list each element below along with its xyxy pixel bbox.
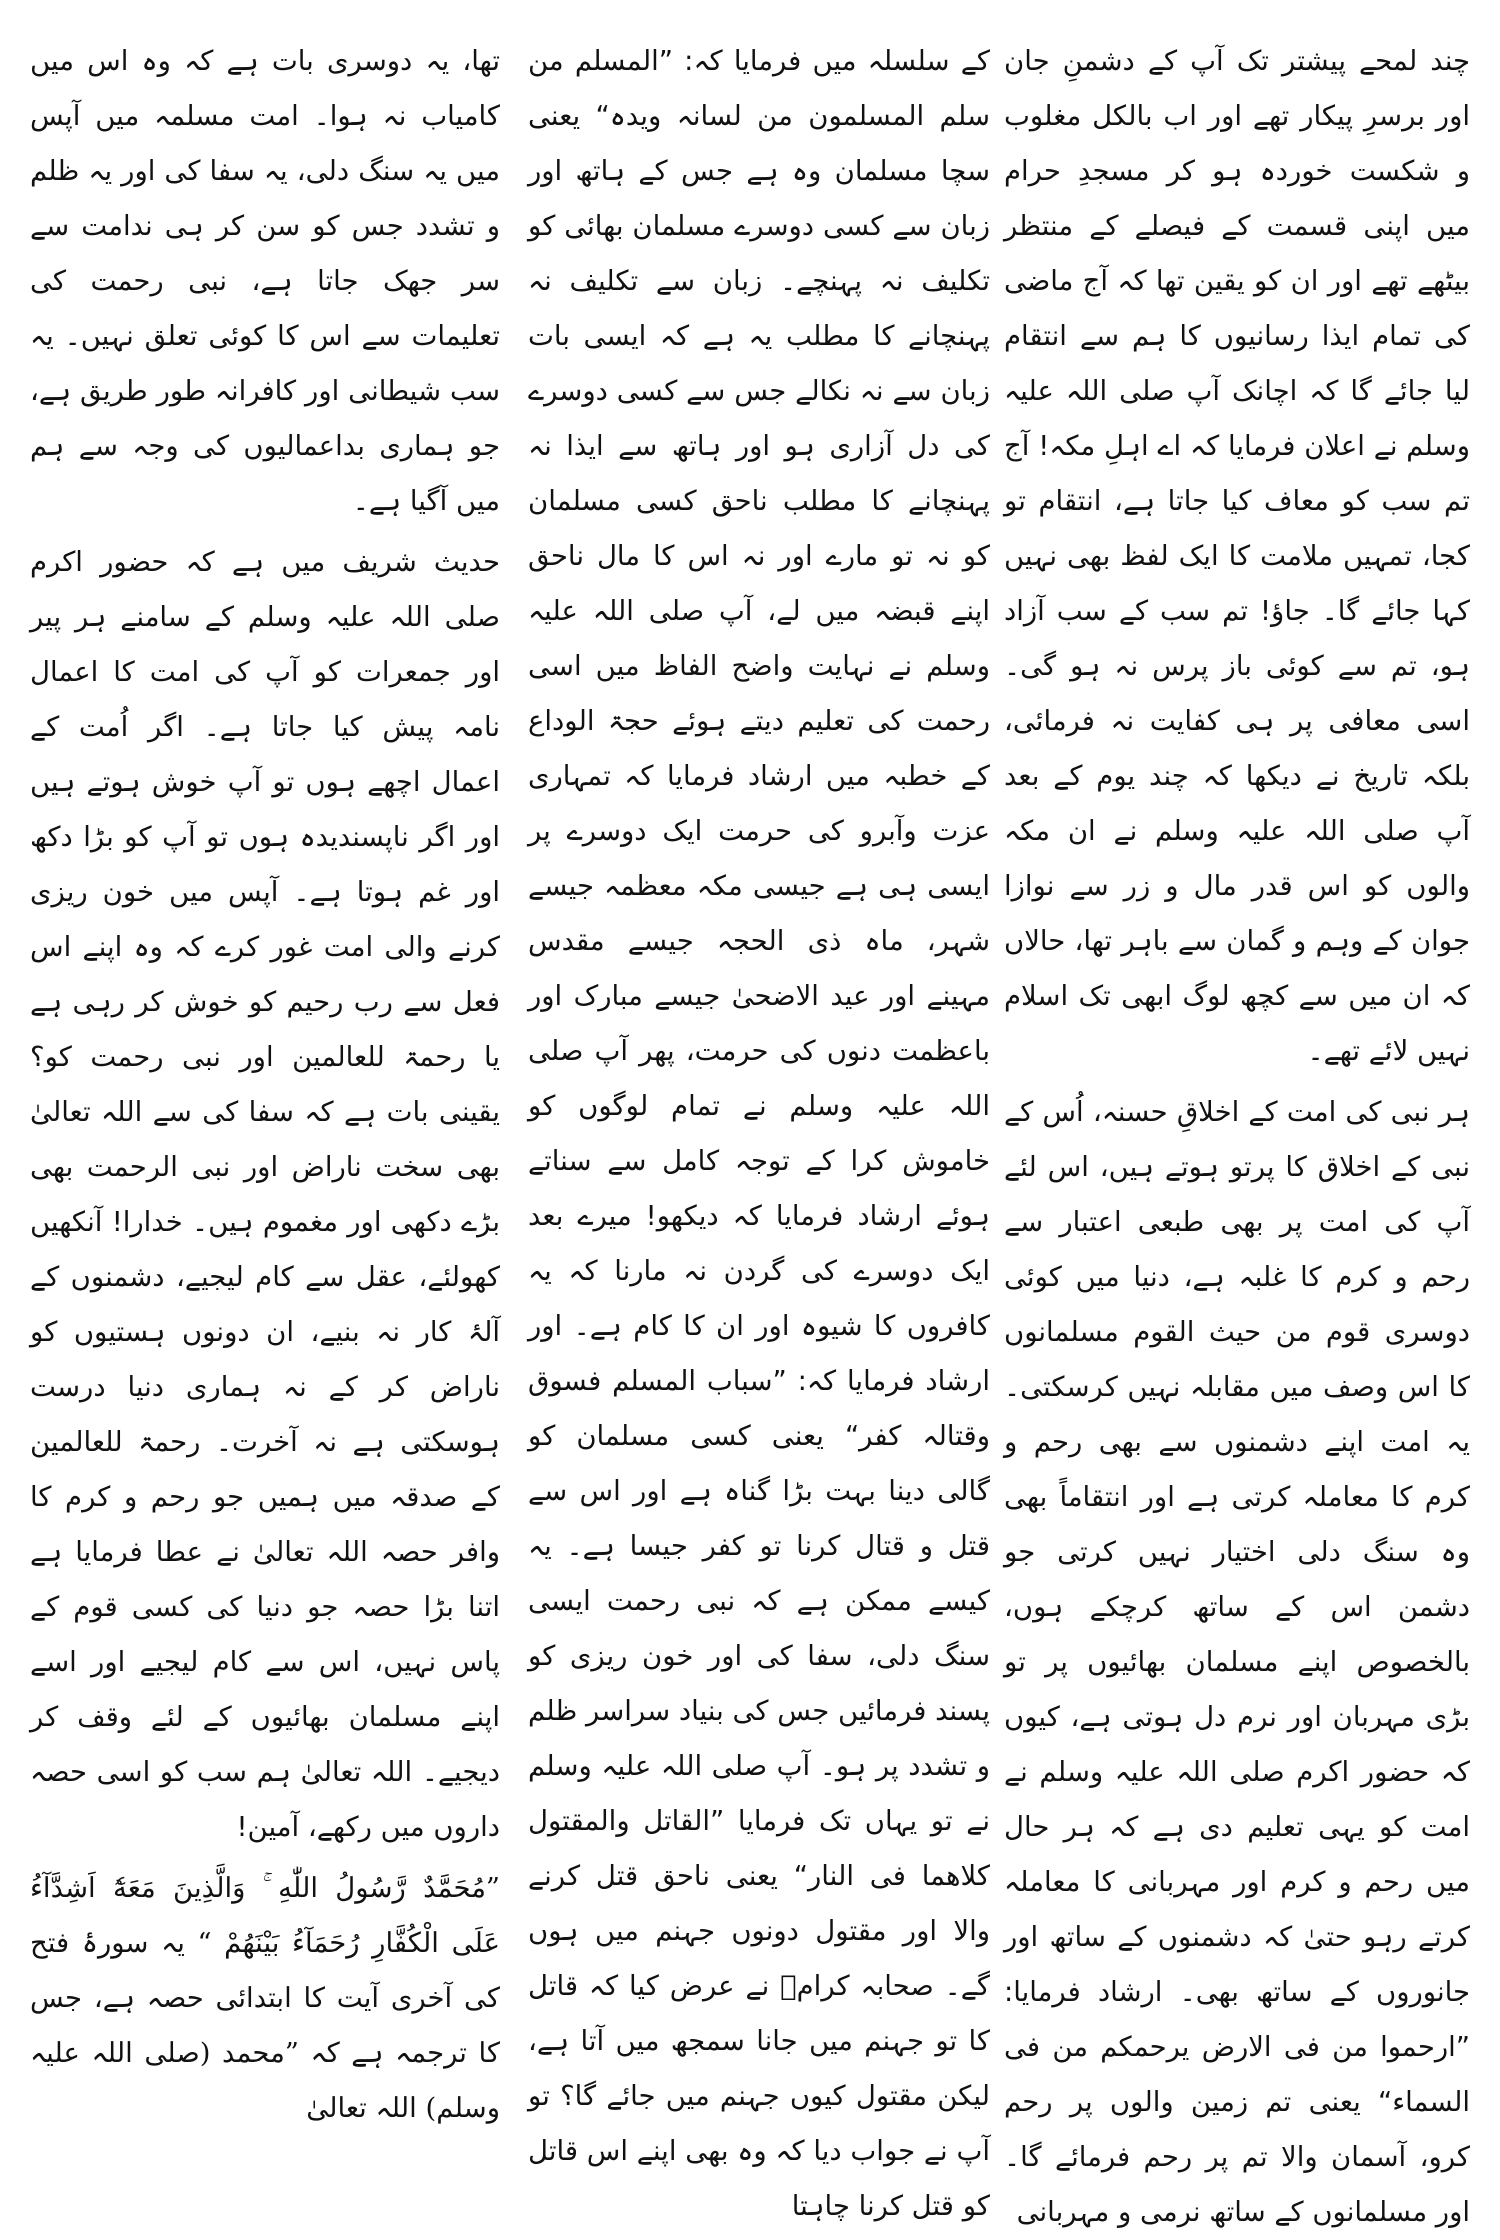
paragraph: تھا، یہ دوسری بات ہے کہ وہ اس میں کامیاب نہ ہوا۔ امت مسلمہ میں آپس میں یہ سنگ دلی، یہ سفا کی اور یہ ظلم و تشدد جس کو سن کر ہی ندامت سے سر جھک جاتا ہے، نبی رحمت کی تعلیمات سے اس کا کوئی تعلق نہیں۔ یہ سب شیطانی اور کافرانہ طور طریق ہے، جو ہماری بداعمالیوں کی وجہ سے ہم میں آگیا ہے۔ bbox=[30, 45, 500, 517]
column-right bbox=[1004, 34, 1470, 2228]
quran-verse-paragraph: ”مُحَمَّدٌ رَّسُولُ اللّٰهِ ۚ وَالَّذِينَ مَعَهٗٓ اَشِدَّآءُ عَلَى الْكُفَّارِ رُحَمَآءُ بَيْنَهُمْ “ یہ سورۂ فتح کی آخری آیت کا ابتدائی حصہ ہے، جس کا ترجمہ ہے کہ ”محمد (صلی اللہ علیہ وسلم) اللہ تعالیٰ bbox=[30, 1872, 500, 2124]
column-left bbox=[30, 34, 500, 2174]
paragraph: چند لمحے پیشتر تک آپ کے دشمنِ جان اور برسرِ پیکار تھے اور اب بالکل مغلوب و شکست خوردہ ہو کر مسجدِ حرام میں اپنی قسمت کے فیصلے کے منتظر بیٹھے تھے اور ان کو یقین تھا کہ آج ماضی کی تمام ایذا رسانیوں کا ہم سے انتقام لیا جائے گا کہ اچانک آپ صلی اللہ علیہ وسلم نے اعلان فرمایا کہ اے اہلِ مکہ! آج تم سب کو معاف کیا جاتا ہے، انتقام تو کجا، تمہیں ملامت کا ایک لفظ بھی نہیں کہا جائے گا۔ جاؤ! تم سب کے سب آزاد ہو، تم سے کوئی باز پرس نہ ہو گی۔ اسی معافی پر ہی کفایت نہ فرمائی، بلکہ تاریخ نے دیکھا کہ چند یوم کے بعد آپ صلی اللہ علیہ وسلم نے ان مکہ والوں کو اس قدر مال و زر سے نوازا جوان کے وہم و گمان سے باہر تھا، حالاں کہ ان میں سے کچھ لوگ ابھی تک اسلام نہیں لائے تھے۔ bbox=[1004, 45, 1470, 1067]
paragraph: کے سلسلہ میں فرمایا کہ: ”المسلم من سلم المسلمون من لسانہ ویدہ“ یعنی سچا مسلمان وہ ہے جس کے ہاتھ اور زبان سے کسی دوسرے مسلمان بھائی کو تکلیف نہ پہنچے۔ زبان سے تکلیف نہ پہنچانے کا مطلب یہ ہے کہ ایسی بات زبان سے نہ نکالے جس سے کسی دوسرے کی دل آزاری ہو اور ہاتھ سے ایذا نہ پہنچانے کا مطلب ناحق کسی مسلمان کو نہ تو مارے اور نہ اس کا مال ناحق اپنے قبضہ میں لے، آپ صلی اللہ علیہ وسلم نے نہایت واضح الفاظ میں اسی رحمت کی تعلیم دیتے ہوئے حجۃ الوداع کے خطبہ میں ارشاد فرمایا کہ تمہاری عزت وآبرو کی حرمت ایک دوسرے پر ایسی ہی ہے جیسی مکہ معظمہ جیسے شہر، ماہ ذی الحجہ جیسے مقدس مہینے اور عید الاضحیٰ جیسے مبارک اور باعظمت دنوں کی حرمت، پھر آپ صلی اللہ علیہ وسلم نے تمام لوگوں کو خاموش کرا کے توجہ کامل سے سناتے ہوئے ارشاد فرمایا کہ دیکھو! میرے بعد ایک دوسرے کی گردن نہ مارنا کہ یہ کافروں کا شیوہ اور ان کا کام ہے۔ اور ارشاد فرمایا کہ: ”سباب المسلم فسوق وقتالہ کفر“ یعنی کسی مسلمان کو گالی دینا بہت بڑا گناہ ہے اور اس سے قتل و قتال کرنا تو کفر جیسا ہے۔ یہ کیسے ممکن ہے کہ نبی رحمت ایسی سنگ دلی، سفا کی اور خون ریزی کو پسند فرمائیں جس کی بنیاد سراسر ظلم و تشدد پر ہو۔ آپ صلی اللہ علیہ وسلم نے تو یہاں تک فرمایا ”القاتل والمقتول کلاھما فی النار“ یعنی ناحق قتل کرنے والا اور مقتول دونوں جہنم میں ہوں گے۔ صحابہ کرامؓ نے عرض کیا کہ قاتل کا تو جہنم میں جانا سمجھ میں آتا ہے، لیکن مقتول کیوں جہنم میں جائے گا؟ تو آپ نے جواب دیا کہ وہ بھی اپنے اس قاتل کو قتل کرنا چاہتا bbox=[528, 45, 990, 2222]
column-middle bbox=[528, 34, 990, 2222]
paragraph: ہر نبی کی امت کے اخلاقِ حسنہ، اُس کے نبی کے اخلاق کا پرتو ہوتے ہیں، اس لئے آپ کی امت پر بھی طبعی اعتبار سے رحم و کرم کا غلبہ ہے، دنیا میں کوئی دوسری قوم من حیث القوم مسلمانوں کا اس وصف میں مقابلہ نہیں کرسکتی۔ یہ امت اپنے دشمنوں سے بھی رحم و کرم کا معاملہ کرتی ہے اور انتقاماً بھی وہ سنگ دلی اختیار نہیں کرتی جو دشمن اس کے ساتھ کرچکے ہوں، بالخصوص اپنے مسلمان بھائیوں پر تو بڑی مہربان اور نرم دل ہوتی ہے، کیوں کہ حضور اکرم صلی اللہ علیہ وسلم نے امت کو یہی تعلیم دی ہے کہ ہر حال میں رحم و کرم اور مہربانی کا معاملہ کرتے رہو حتیٰ کہ دشمنوں کے ساتھ اور جانوروں کے ساتھ بھی۔ ارشاد فرمایا: ”ارحموا من فی الارض یرحمکم من فی السماء“ یعنی تم زمین والوں پر رحم کرو، آسمان والا تم پر رحم فرمائے گا۔ اور مسلمانوں کے ساتھ نرمی و مہربانی bbox=[1004, 1096, 1470, 2228]
paragraph: حدیث شریف میں ہے کہ حضور اکرم صلی اللہ علیہ وسلم کے سامنے ہر پیر اور جمعرات کو آپ کی امت کا اعمال نامہ پیش کیا جاتا ہے۔ اگر اُمت کے اعمال اچھے ہوں تو آپ خوش ہوتے ہیں اور اگر ناپسندیدہ ہوں تو آپ کو بڑا دکھ اور غم ہوتا ہے۔ آپس میں خون ریزی کرنے والی امت غور کرے کہ وہ اپنے اس فعل سے رب رحیم کو خوش کر رہی ہے یا رحمۃ للعالمین اور نبی رحمت کو؟ یقینی بات ہے کہ سفا کی سے اللہ تعالیٰ بھی سخت ناراض اور نبی الرحمت بھی بڑے دکھی اور مغموم ہیں۔ خدارا! آنکھیں کھولئے، عقل سے کام لیجیے، دشمنوں کے آلۂ کار نہ بنیے، ان دونوں ہستیوں کو ناراض کر کے نہ ہماری دنیا درست ہوسکتی ہے نہ آخرت۔ رحمۃ للعالمین کے صدقہ میں ہمیں جو رحم و کرم کا وافر حصہ اللہ تعالیٰ نے عطا فرمایا ہے اتنا بڑا حصہ جو دنیا کی کسی قوم کے پاس نہیں، اس سے کام لیجیے اور اسے اپنے مسلمان بھائیوں کے لئے وقف کر دیجیے۔ اللہ تعالیٰ ہم سب کو اسی حصہ داروں میں رکھے، آمین! bbox=[30, 546, 500, 1843]
